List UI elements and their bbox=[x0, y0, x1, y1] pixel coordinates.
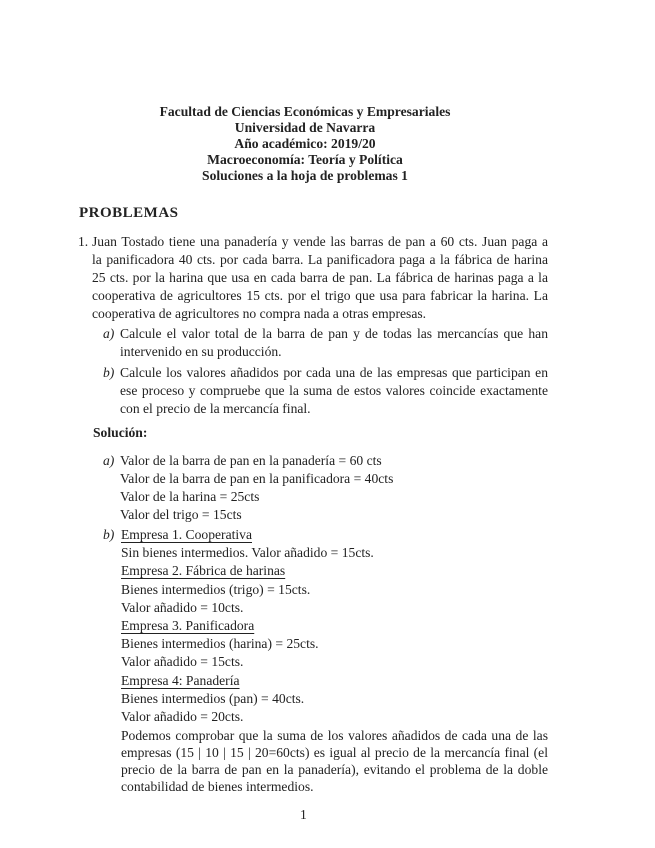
question-text-line: intervenido en su producción. bbox=[120, 344, 282, 359]
conclusion-line: precio de la barra de pan en la panadería), evitando el problema de la doble bbox=[121, 762, 548, 777]
problem-text-line: cooperativa de agricultores 15 cts. por el trigo que usa para fabricar la harina. La bbox=[92, 288, 548, 303]
solution-a-line: Valor de la barra de pan en la panificadora = 40cts bbox=[120, 471, 394, 486]
question-text-line: Calcule los valores añadidos por cada una de las empresas que participan en bbox=[120, 365, 548, 380]
page-number: 1 bbox=[300, 807, 307, 822]
problem-text-line: Juan Tostado tiene una panadería y vende las barras de pan a 60 cts. Juan paga a bbox=[92, 234, 548, 249]
conclusion-line: Podemos comprobar que la suma de los valores añadidos de cada una de las bbox=[121, 728, 548, 743]
solution-b-line: Bienes intermedios (pan) = 40cts. bbox=[121, 690, 305, 706]
problem-text-line: cooperativa de agricultores no compra nada a otras empresas. bbox=[92, 306, 427, 321]
solution-b-label: b) bbox=[103, 527, 115, 542]
company-heading: Empresa 1. Cooperativa bbox=[121, 527, 252, 542]
question-text-line: con el precio de la mercancía final. bbox=[120, 401, 311, 416]
header-line: Universidad de Navarra bbox=[234, 120, 376, 135]
solution-b-line: Sin bienes intermedios. Valor añadido = 15cts. bbox=[121, 545, 374, 561]
question-label: a) bbox=[103, 326, 115, 341]
header-line: Macroeconomía: Teoría y Política bbox=[207, 152, 403, 167]
solution-a-label: a) bbox=[103, 453, 115, 468]
header-line: Facultad de Ciencias Económicas y Empresariales bbox=[159, 104, 451, 119]
solution-a-line: Valor de la barra de pan en la panadería = 60 cts bbox=[120, 453, 382, 468]
section-title: PROBLEMAS bbox=[79, 205, 179, 221]
solution-b-line: Valor añadido = 10cts. bbox=[121, 599, 244, 615]
solution-b-line: Valor añadido = 15cts. bbox=[121, 654, 244, 670]
problem-text-line: 25 cts. por la harina que usa en cada barra de pan. La fábrica de harinas paga a la bbox=[92, 270, 548, 285]
company-heading: Empresa 3. Panificadora bbox=[121, 618, 255, 633]
solution-b-line: Bienes intermedios (trigo) = 15cts. bbox=[121, 581, 311, 597]
problem-number: 1. bbox=[78, 234, 89, 249]
solution-b-line: Bienes intermedios (harina) = 25cts. bbox=[121, 636, 319, 652]
company-heading: Empresa 4: Panadería bbox=[121, 672, 240, 688]
conclusion-line: contabilidad de bienes intermedios. bbox=[121, 779, 314, 794]
header-line: Año académico: 2019/20 bbox=[234, 136, 376, 151]
question-label: b) bbox=[103, 365, 115, 380]
question-text-line: ese proceso y compruebe que la suma de estos valores coincide exactamente bbox=[120, 383, 548, 398]
company-heading: Empresa 2. Fábrica de harinas bbox=[121, 563, 286, 579]
solution-a-line: Valor del trigo = 15cts bbox=[120, 507, 242, 522]
header-line: Soluciones a la hoja de problemas 1 bbox=[202, 168, 408, 183]
solution-title: Solución: bbox=[93, 425, 148, 440]
solution-a-line: Valor de la harina = 25cts bbox=[120, 489, 260, 504]
solution-b-line: Valor añadido = 20cts. bbox=[121, 709, 244, 724]
problem-text-line: la panificadora 40 cts. por cada barra. La panificadora paga a la fábrica de harina bbox=[92, 252, 548, 267]
question-text-line: Calcule el valor total de la barra de pan y de todas las mercancías que han bbox=[120, 326, 548, 341]
conclusion-line: empresas (15 | 10 | 15 | 20=60cts) es igual al precio de la mercancía final (el bbox=[121, 745, 548, 760]
